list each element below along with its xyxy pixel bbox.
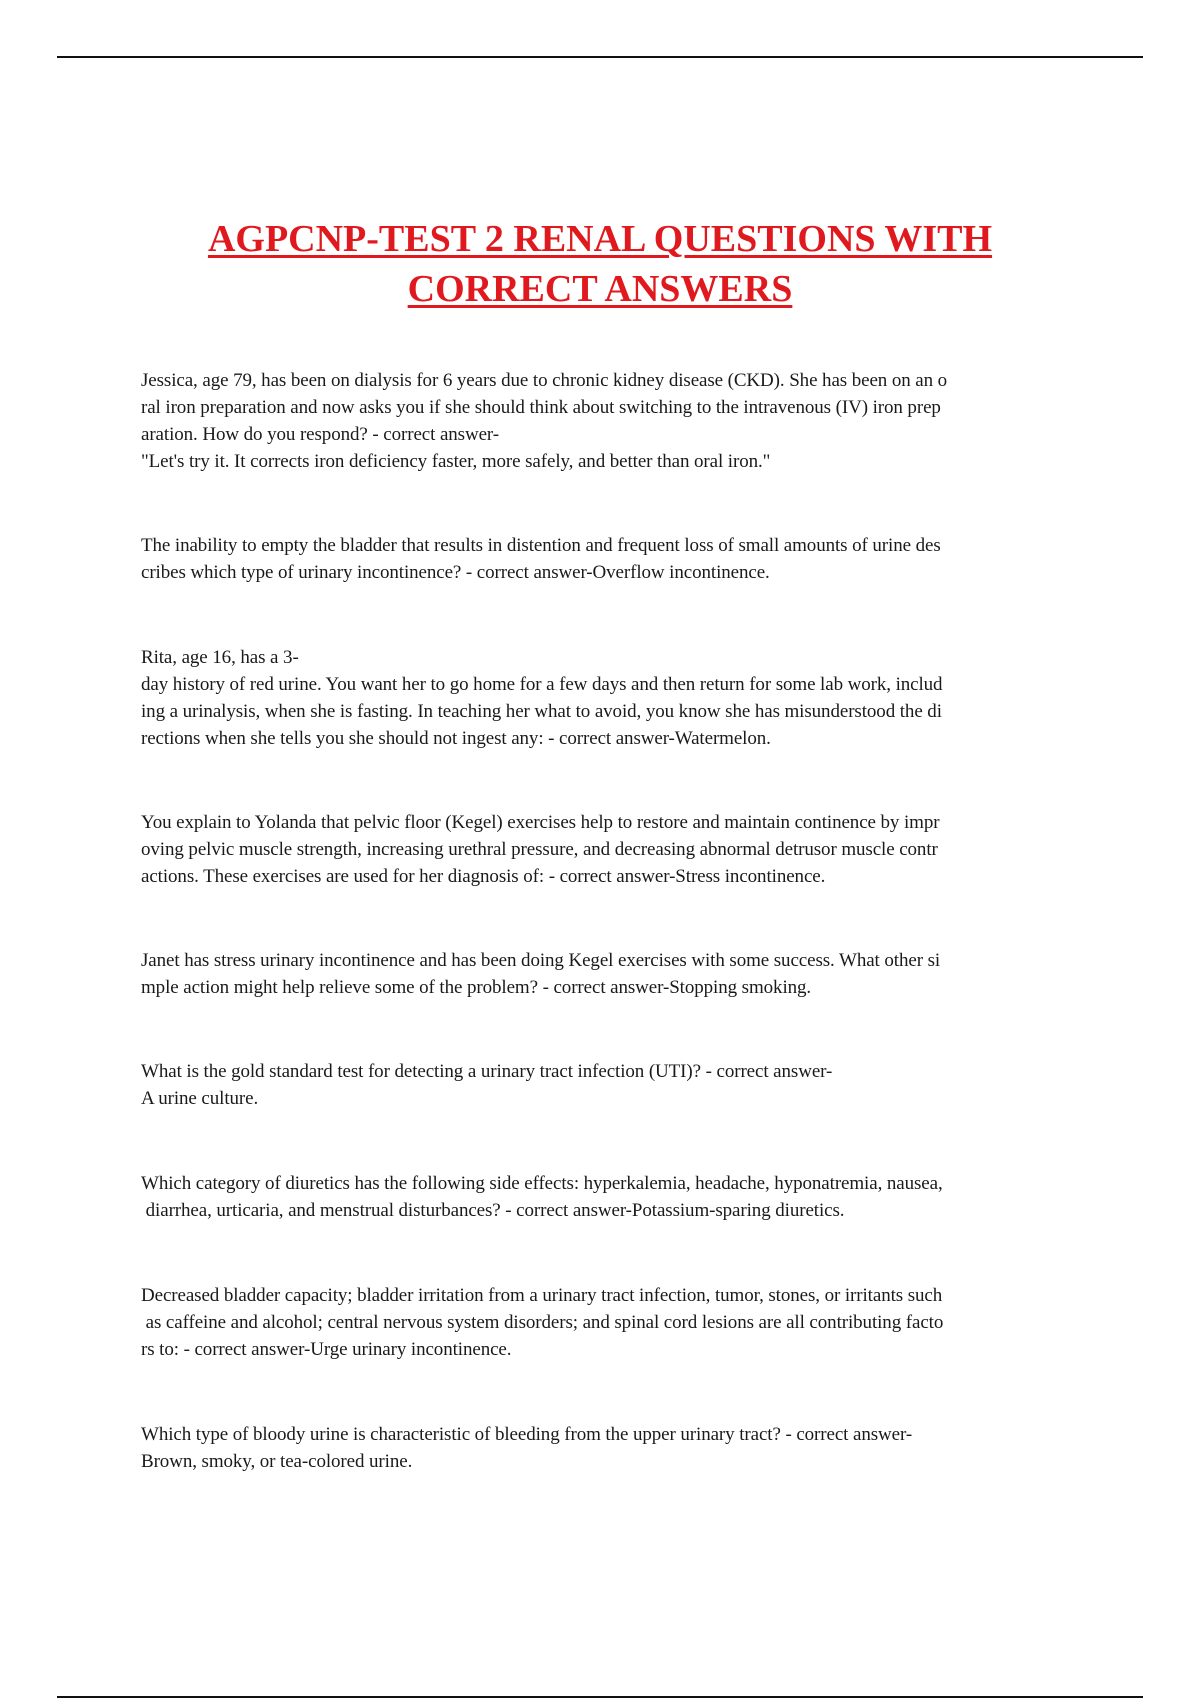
top-rule — [57, 56, 1143, 58]
qa-item-2: The inability to empty the bladder that results in distention and frequent loss of small amounts of urine des cribes which type of urinary incontinence? - correct answer-Overflow incontinence. — [141, 535, 941, 583]
qa-item-6: What is the gold standard test for detecting a urinary tract infection (UTI)? - correct answer- A urine culture. — [141, 1061, 833, 1109]
qa-item-7: Which category of diuretics has the following side effects: hyperkalemia, headache, hyponatremia, nausea, diarrhea, urticaria, and menstrual disturbances? - correct answer-Potassium-sparing diuretics. — [141, 1173, 943, 1221]
document-title — [100, 214, 1100, 314]
qa-item-1: Jessica, age 79, has been on dialysis for 6 years due to chronic kidney disease (CKD). She has been on an o ral iron preparation and now asks you if she should think about switching to the intravenous (IV) iron prep aration. How do you respond? - correct answer- "Let's try it. It corrects iron deficiency faster, more safely, and better than oral iron." — [141, 370, 948, 472]
qa-item-3: Rita, age 16, has a 3- day history of red urine. You want her to go home for a few days and then return for some lab work, includ ing a urinalysis, when she is fasting. In teaching her what to avoid, you know she has misunderstood the di rections when she tells you she should not ingest any: - correct answer-Watermelon. — [141, 647, 943, 749]
title-line-1: AGPCNP-TEST 2 RENAL QUESTIONS WITH — [207, 218, 993, 260]
qa-item-5: Janet has stress urinary incontinence and has been doing Kegel exercises with some success. What other si mple action might help relieve some of the problem? - correct answer-Stopping smoking. — [141, 950, 941, 998]
qa-item-9: Which type of bloody urine is characteristic of bleeding from the upper urinary tract? - correct answer- Brown, smoky, or tea-colored urine. — [141, 1424, 913, 1472]
qa-item-8: Decreased bladder capacity; bladder irritation from a urinary tract infection, tumor, stones, or irritants such as caffeine and alcohol; central nervous system disorders; and spinal cord lesions are all contributing facto rs to: - correct answer-Urge urinary incontinence. — [141, 1285, 944, 1360]
qa-item-4: You explain to Yolanda that pelvic floor (Kegel) exercises help to restore and maintain continence by impr oving pelvic muscle strength, increasing urethral pressure, and decreasing abnormal detrusor muscle contr actions. These exercises are used for her diagnosis of: - correct answer-Stress incontinence. — [141, 812, 940, 887]
bottom-rule — [57, 1696, 1143, 1698]
title-line-2: CORRECT ANSWERS — [407, 268, 793, 310]
